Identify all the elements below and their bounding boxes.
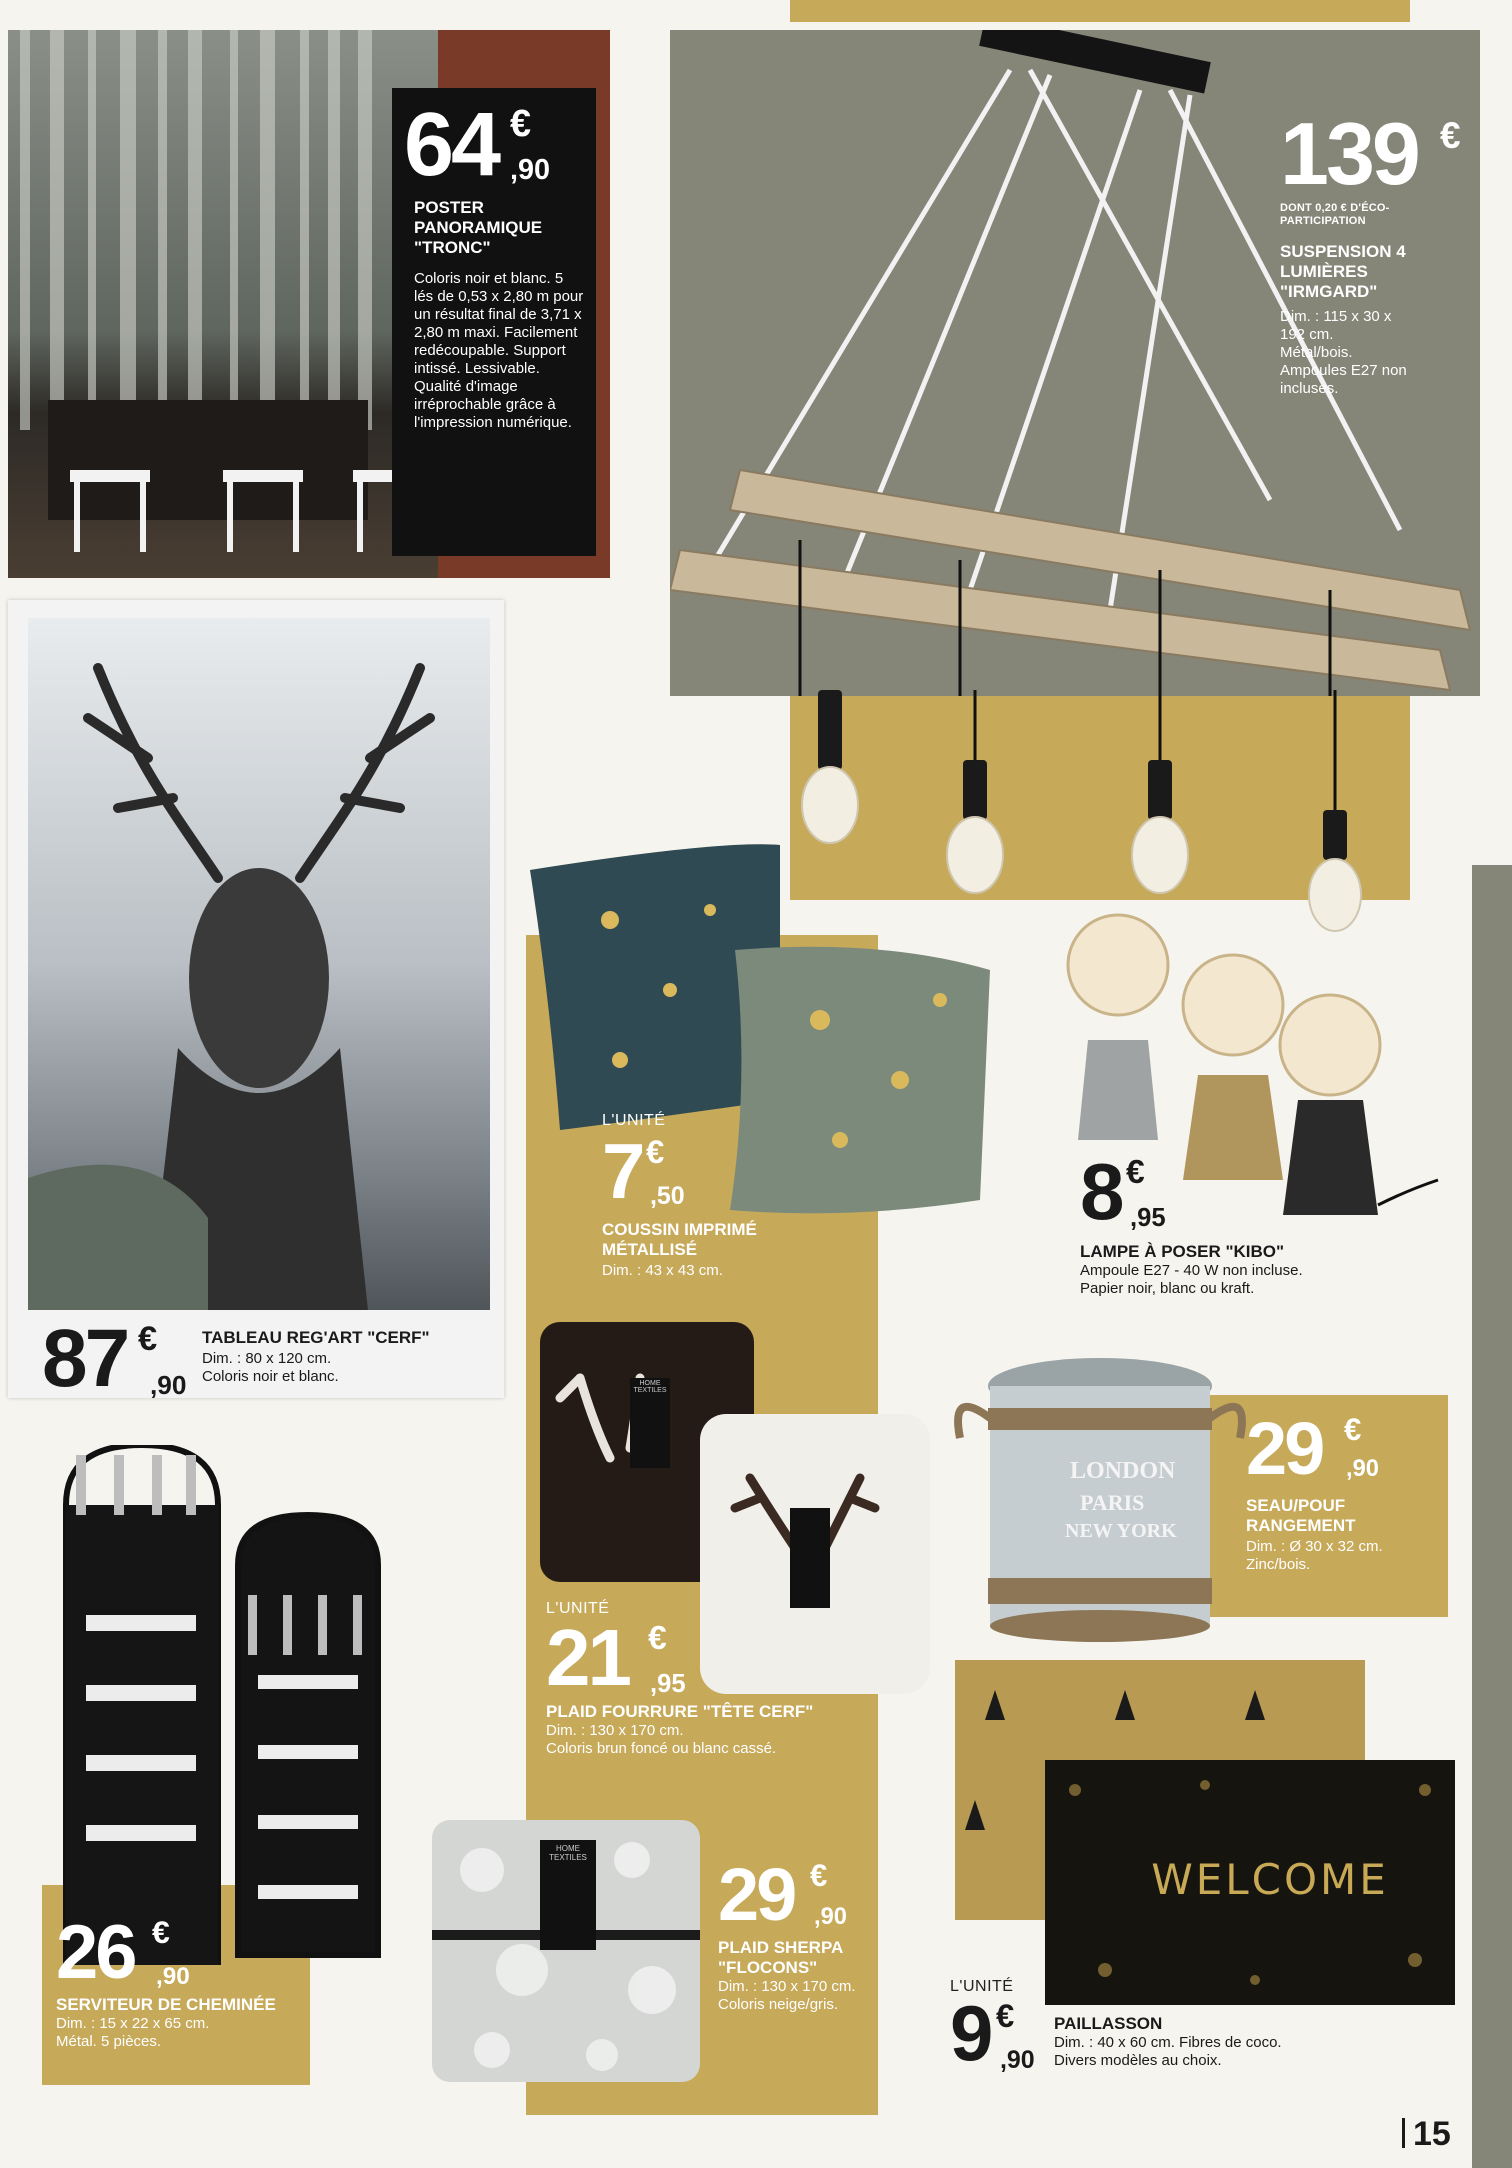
currency-symbol: € bbox=[1440, 115, 1461, 156]
plaid-sherpa-desc-color: Coloris neige/gris. bbox=[718, 1996, 839, 2013]
price-decimal: ,90 bbox=[150, 1370, 187, 1400]
seau-print-paris: PARIS bbox=[1080, 1490, 1145, 1515]
serviteur-price-block bbox=[56, 1910, 316, 2051]
eco-participation-note: DONT 0,20 € D'ÉCO-PARTICIPATION bbox=[1280, 202, 1390, 227]
price-decimal: ,90 bbox=[1346, 1456, 1379, 1482]
tableau-name: TABLEAU REG'ART "CERF" bbox=[202, 1328, 430, 1347]
fireplace-tools-illustration bbox=[58, 1445, 428, 1965]
price-integer: 29 bbox=[1246, 1407, 1323, 1490]
plaid-sherpa-price bbox=[718, 1853, 898, 1938]
paillasson-unit-label: L'UNITÉ bbox=[950, 1978, 1014, 1995]
price-integer: 29 bbox=[718, 1853, 795, 1936]
price-integer: 8 bbox=[1080, 1147, 1122, 1236]
coussin-unit-label: L'UNITÉ bbox=[602, 1112, 666, 1129]
plaid-cerf-unit-label: L'UNITÉ bbox=[546, 1600, 610, 1617]
price-integer: 139 bbox=[1280, 104, 1418, 203]
serviteur-price bbox=[56, 1910, 316, 1995]
lampe-price bbox=[1080, 1147, 1410, 1236]
page-number bbox=[1402, 2115, 1451, 2154]
lampe-desc-paper: Papier noir, blanc ou kraft. bbox=[1080, 1280, 1255, 1297]
seau-desc: Dim. : Ø 30 x 32 cm. Zinc/bois. bbox=[1246, 1538, 1383, 1573]
poster-desc: Coloris noir et blanc. 5 lés de 0,53 x 2,80 m pour un résultat final de 3,71 x 2,80 m maxi. Facilement redécoupable. Support intissé. Lessivable. Qualité d'image irréprochable grâce à l'impression numérique. bbox=[414, 270, 584, 431]
lampe-name: LAMPE À POSER "KIBO" bbox=[1080, 1242, 1285, 1261]
tableau-price-row bbox=[42, 1313, 492, 1404]
paillasson-desc-dim: Dim. : 40 x 60 cm. Fibres de coco. bbox=[1054, 2034, 1282, 2051]
price-decimal: ,90 bbox=[1000, 2046, 1035, 2074]
price-decimal: ,50 bbox=[650, 1182, 685, 1210]
price-decimal: ,90 bbox=[510, 154, 551, 186]
suspension-desc: Dim. : 115 x 30 x 192 cm. Métal/bois. Ampoules E27 non incluses. bbox=[1280, 308, 1407, 397]
plaid-sherpa-tag-text: HOME TEXTILES bbox=[549, 1844, 587, 1862]
serviteur-name: SERVITEUR DE CHEMINÉE bbox=[56, 1995, 276, 2014]
doormat-welcome-text: WELCOME bbox=[1151, 1855, 1389, 1904]
currency-symbol: € bbox=[996, 1997, 1015, 2034]
price-integer: 87 bbox=[42, 1313, 128, 1404]
paillasson-price bbox=[950, 1989, 1035, 2077]
poster-price-box bbox=[392, 88, 596, 556]
plaid-cerf-desc-dim: Dim. : 130 x 170 cm. bbox=[546, 1722, 684, 1739]
tableau-desc-dim: Dim. : 80 x 120 cm. bbox=[202, 1350, 332, 1367]
serviteur-desc-material: Métal. 5 pièces. bbox=[56, 2033, 162, 2050]
currency-symbol: € bbox=[1344, 1412, 1362, 1447]
coussin-price bbox=[602, 1127, 852, 1215]
paillasson-photo bbox=[955, 1660, 1455, 2005]
page-number-divider bbox=[1402, 2118, 1405, 2148]
price-integer: 9 bbox=[950, 1989, 991, 2077]
lampe-price-block bbox=[1080, 1147, 1410, 1298]
seau-price bbox=[1246, 1407, 1446, 1496]
lampe-desc-bulb: Ampoule E27 - 40 W non incluse. bbox=[1080, 1262, 1303, 1279]
currency-symbol: € bbox=[810, 1858, 828, 1893]
currency-symbol: € bbox=[138, 1320, 158, 1358]
price-decimal: ,95 bbox=[1130, 1204, 1166, 1232]
seau-photo bbox=[950, 1348, 1250, 1646]
seau-price-block bbox=[1246, 1407, 1446, 1574]
suspension-name: SUSPENSION 4 LUMIÈRES "IRMGARD" bbox=[1280, 242, 1406, 301]
currency-symbol: € bbox=[152, 1914, 170, 1950]
seau-print-newyork: NEW YORK bbox=[1065, 1520, 1177, 1542]
doormats-illustration bbox=[955, 1660, 1455, 2005]
page-number-value: 15 bbox=[1413, 2115, 1451, 2153]
gold-block-top bbox=[790, 0, 1410, 22]
price-integer: 7 bbox=[602, 1127, 643, 1215]
coussin-price-block bbox=[602, 1112, 852, 1280]
serviteur-desc-dim: Dim. : 15 x 22 x 65 cm. bbox=[56, 2015, 210, 2032]
poster-price bbox=[404, 95, 551, 195]
plaid-sherpa-desc-dim: Dim. : 130 x 170 cm. bbox=[718, 1978, 856, 1995]
plaid-cerf-price-block bbox=[546, 1600, 876, 1758]
price-integer: 21 bbox=[546, 1613, 629, 1702]
olive-strip-right bbox=[1472, 865, 1512, 2168]
currency-symbol: € bbox=[1126, 1154, 1145, 1191]
suspension-price-block bbox=[1280, 104, 1470, 398]
poster-name: POSTER PANORAMIQUE "TRONC" bbox=[414, 198, 543, 257]
currency-symbol: € bbox=[648, 1620, 667, 1657]
paillasson-desc-models: Divers modèles au choix. bbox=[1054, 2052, 1222, 2069]
suspension-price bbox=[1280, 104, 1470, 203]
deer-illustration bbox=[28, 618, 490, 1310]
plaid-cerf-tag-text: HOME TEXTILES bbox=[633, 1380, 667, 1394]
tableau-price bbox=[42, 1313, 187, 1404]
tableau-desc-color: Coloris noir et blanc. bbox=[202, 1368, 339, 1385]
currency-symbol: € bbox=[646, 1133, 665, 1170]
plaid-sherpa-photo bbox=[432, 1820, 700, 2082]
price-integer: 26 bbox=[56, 1910, 135, 1995]
paillasson-price-block bbox=[950, 1978, 1370, 2078]
coussin-desc: Dim. : 43 x 43 cm. bbox=[602, 1262, 723, 1279]
price-integer: 64 bbox=[404, 95, 499, 195]
plaid-cerf-desc-color: Coloris brun foncé ou blanc cassé. bbox=[546, 1740, 777, 1757]
price-decimal: ,90 bbox=[156, 1963, 190, 1990]
tableau-photo bbox=[28, 618, 490, 1310]
plaid-cerf-name: PLAID FOURRURE "TÊTE CERF" bbox=[546, 1702, 814, 1721]
plaid-sherpa-name: PLAID SHERPA "FLOCONS" bbox=[718, 1938, 843, 1977]
serviteur-photo bbox=[58, 1445, 428, 1965]
seau-print-london: LONDON bbox=[1070, 1458, 1176, 1484]
seau-name: SEAU/POUF RANGEMENT bbox=[1246, 1496, 1356, 1535]
price-decimal: ,95 bbox=[650, 1670, 686, 1698]
paillasson-name: PAILLASSON bbox=[1054, 2014, 1163, 2033]
currency-symbol: € bbox=[510, 103, 532, 145]
price-decimal: ,90 bbox=[814, 1904, 847, 1930]
plaid-sherpa-price-block bbox=[718, 1853, 898, 2014]
plaid-cerf-price bbox=[546, 1613, 876, 1702]
coussin-name: COUSSIN IMPRIMÉ MÉTALLISÉ bbox=[602, 1220, 757, 1259]
